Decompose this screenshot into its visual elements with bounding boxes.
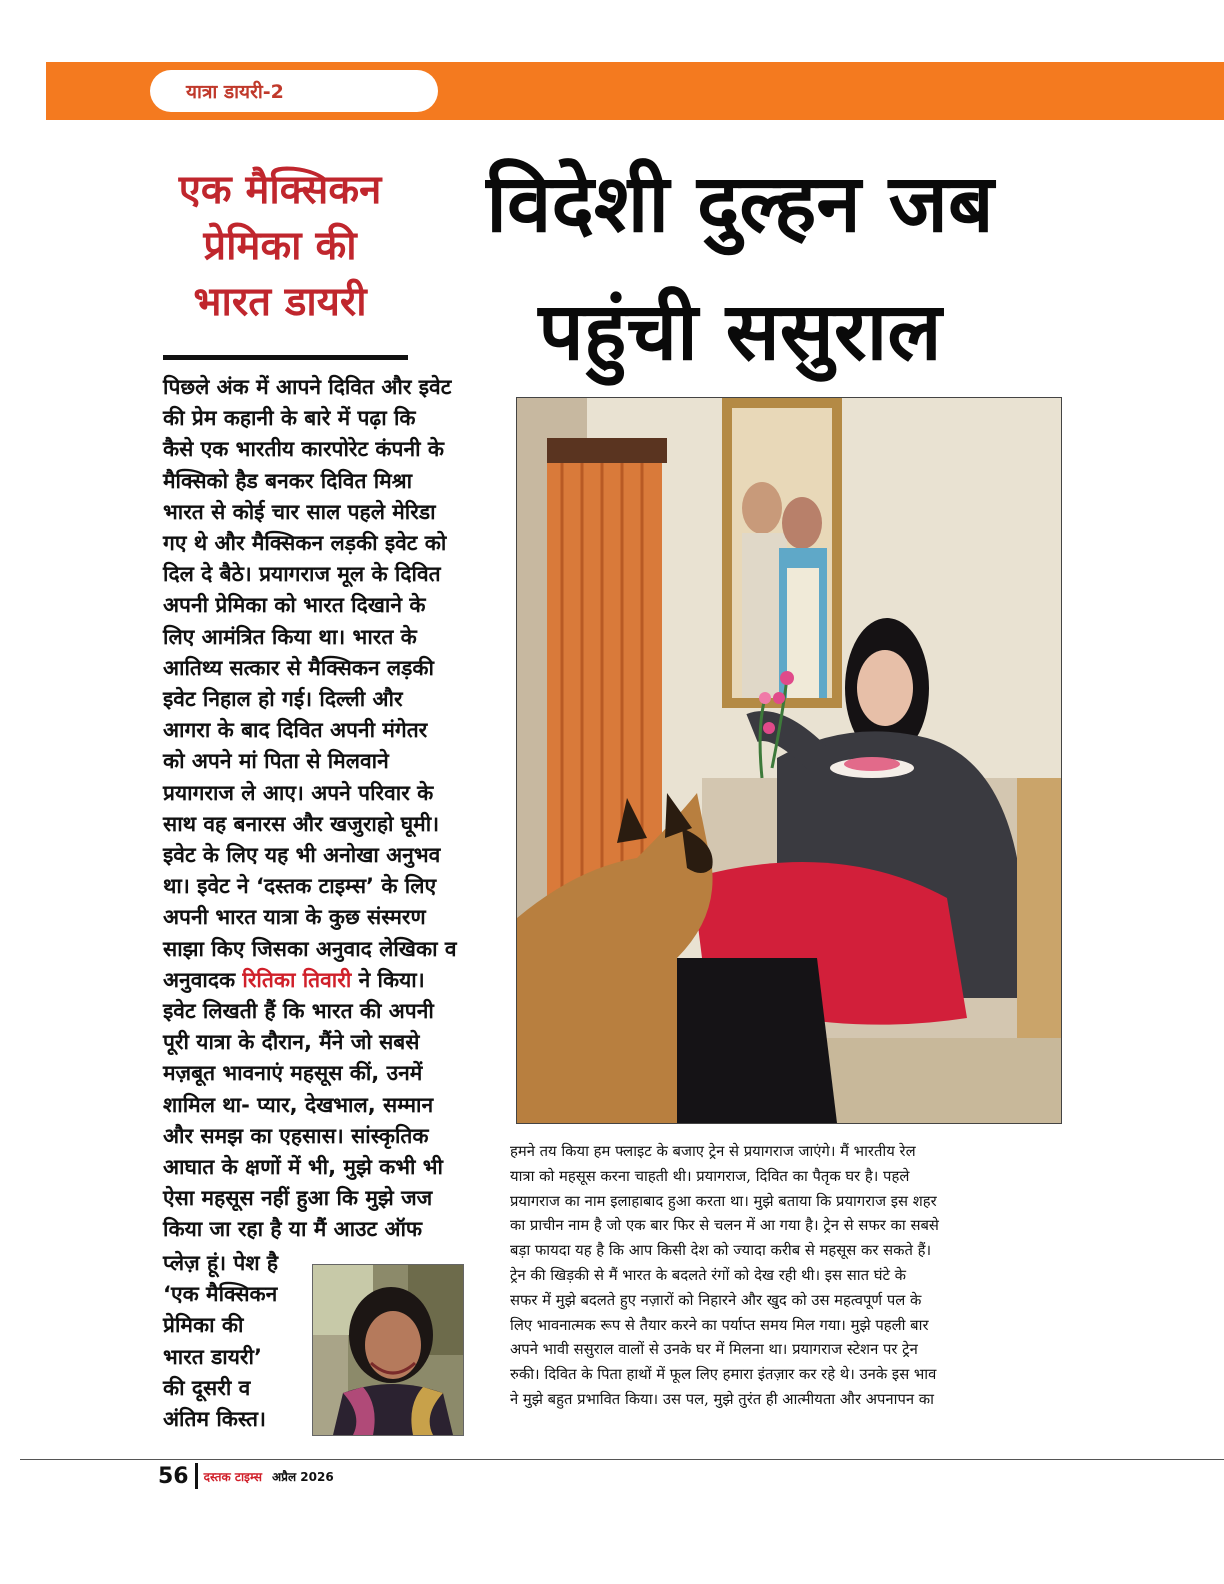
intro-line: पिछले अंक में आपने दिवित और इवेट: [163, 375, 452, 399]
translator-suffix: ने किया।: [351, 967, 425, 992]
intro-line: आतिथ्य सत्कार से मैक्सिकन लड़की: [163, 655, 434, 680]
intro-line: था। इवेट ने ‘दस्तक टाइम्स’ के लिए: [163, 874, 437, 899]
page-footer: [158, 1463, 334, 1489]
intro-line: अपनी प्रेमिका को भारत दिखाने के: [163, 593, 426, 618]
intro-line: इवेट निहाल हो गई। दिल्ली और: [163, 687, 403, 712]
intro-line: किया जा रहा है या मैं आउट ऑफ: [163, 1217, 423, 1242]
intro-line: आगरा के बाद दिवित अपनी मंगेतर: [163, 718, 428, 743]
intro-line: इवेट लिखती हैं कि भारत की अपनी: [163, 999, 434, 1024]
series-label-text: यात्रा डायरी-2: [186, 81, 284, 103]
footer-divider: [20, 1459, 1224, 1460]
caption-line: लिए भावनात्मक रूप से तैयार करने का पर्याप्त समय मिल गया। मुझे पहली बार: [510, 1316, 929, 1334]
caption-line: सफर में मुझे बदलते हुए नज़ारों को निहारने और खुद को उस महत्वपूर्ण पल के: [510, 1291, 922, 1309]
headline: [420, 140, 1060, 396]
caption-line: प्रयागराज का नाम इलाहाबाद हुआ करता था। मुझे बताया कि प्रयागराज इस शहर: [510, 1192, 937, 1210]
headline-line: पहुंची ससुराल: [538, 285, 942, 378]
caption-line: ने मुझे बहुत प्रभावित किया। उस पल, मुझे तुरंत ही आत्मीयता और अपनापन का: [510, 1390, 934, 1408]
intro-closing: [163, 1248, 308, 1435]
kicker-line: भारत डायरी: [193, 279, 367, 325]
caption-line: हमने तय किया हम फ्लाइट के बजाए ट्रेन से प्रयागराज जाएंगे। मैं भारतीय रेल: [510, 1143, 916, 1160]
intro-line: मज़बूत भावनाएं महसूस कीं, उनमें: [163, 1061, 423, 1086]
intro-line: ऐसा महसूस नहीं हुआ कि मुझे जज: [163, 1186, 433, 1211]
intro-line: गए थे और मैक्सिकन लड़की इवेट को: [163, 531, 447, 556]
translator-line: [163, 965, 483, 996]
closing-line: प्लेज़ हूं। पेश है: [163, 1251, 279, 1275]
closing-line: की दूसरी व: [163, 1375, 251, 1400]
caption-line: ट्रेन की खिड़की से मैं भारत के बदलते रंगों को देख रही थी। इस सात घंटे के: [510, 1266, 906, 1284]
intro-line: शामिल था- प्यार, देखभाल, सम्मान: [163, 1092, 434, 1117]
translator-prefix: अनुवादक: [163, 967, 243, 992]
translator-name: रितिका तिवारी: [242, 967, 352, 992]
author-photo: [312, 1264, 464, 1436]
closing-line: अंतिम किस्त।: [163, 1407, 266, 1432]
kicker-line: एक मैक्सिकन: [178, 167, 382, 213]
caption-line: अपने भावी ससुराल वालों से उनके घर में मिलना था। प्रयागराज स्टेशन पर ट्रेन: [510, 1341, 918, 1359]
intro-line: की प्रेम कहानी के बारे में पढ़ा कि: [163, 406, 416, 431]
intro-line: साझा किए जिसका अनुवाद लेखिका व: [163, 936, 457, 961]
closing-line: भारत डायरी’: [163, 1344, 262, 1369]
kicker: [150, 162, 410, 330]
closing-line: ‘एक मैक्सिकन: [163, 1282, 278, 1307]
intro-text: [163, 372, 483, 1246]
intro-line: आघात के क्षणों में भी, मुझे कभी भी: [163, 1155, 443, 1180]
page-number: 56: [158, 1463, 189, 1489]
intro-line: भारत से कोई चार साल पहले मेरिडा: [163, 499, 436, 524]
kicker-line: प्रेमिका की: [203, 223, 357, 269]
caption-line: रुकी। दिवित के पिता हाथों में फूल लिए हमारा इंतज़ार कर रहे थे। उनके इस भाव: [510, 1366, 937, 1384]
photo-caption: [510, 1140, 1060, 1413]
intro-line: लिए आमंत्रित किया था। भारत के: [163, 624, 417, 649]
series-label: [150, 70, 438, 112]
section-divider: [163, 355, 408, 360]
headline-line: विदेशी दुल्हन जब: [486, 157, 994, 250]
magazine-logo: दस्तक टाइम्स: [203, 1469, 262, 1484]
main-photo: [516, 397, 1062, 1124]
caption-line: बड़ा फायदा यह है कि आप किसी देश को ज्यादा करीब से महसूस कर सकते हैं।: [510, 1242, 932, 1260]
intro-line: इवेट के लिए यह भी अनोखा अनुभव: [163, 843, 441, 868]
intro-line: प्रयागराज ले आए। अपने परिवार के: [163, 780, 434, 805]
intro-line: और समझ का एहसास। सांस्कृतिक: [163, 1123, 429, 1148]
intro-line: साथ वह बनारस और खजुराहो घूमी।: [163, 811, 440, 836]
closing-line: प्रेमिका की: [163, 1313, 244, 1338]
caption-line: का प्राचीन नाम है जो एक बार फिर से चलन में आ गया है। ट्रेन से सफर का सबसे: [510, 1217, 939, 1235]
intro-line: पूरी यात्रा के दौरान, मैंने जो सबसे: [163, 1030, 420, 1055]
intro-line: मैक्सिको हैड बनकर दिवित मिश्रा: [163, 468, 413, 493]
caption-line: यात्रा को महसूस करना चाहती थी। प्रयागराज, दिवित का पैतृक घर है। पहले: [510, 1167, 910, 1185]
intro-line: को अपने मां पिता से मिलवाने: [163, 749, 389, 774]
intro-line: कैसे एक भारतीय कारपोरेट कंपनी के: [163, 437, 444, 462]
intro-line: अपनी भारत यात्रा के कुछ संस्मरण: [163, 905, 426, 930]
issue-date: अप्रैल 2026: [271, 1469, 334, 1484]
intro-line: दिल दे बैठे। प्रयागराज मूल के दिवित: [163, 562, 441, 587]
footer-separator: [195, 1463, 198, 1489]
